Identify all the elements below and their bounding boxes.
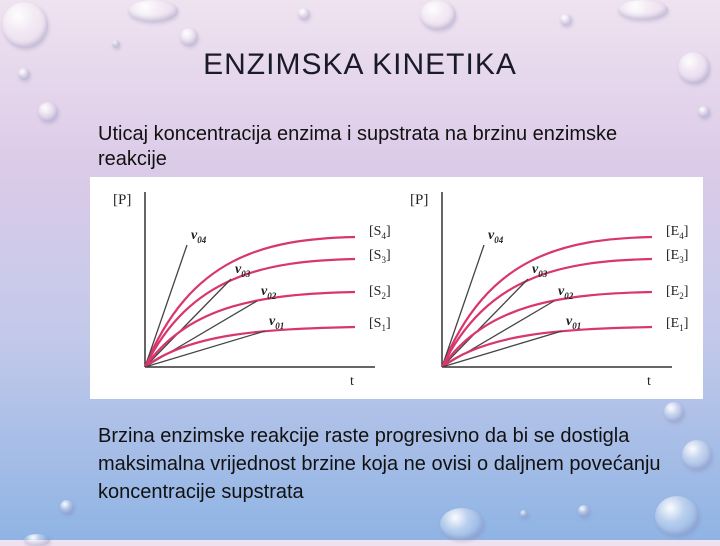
y-axis-label: [P]: [410, 192, 429, 208]
curve-label: $[S_3]$: [369, 248, 391, 265]
kinetics-diagrams: [90, 177, 703, 399]
rate-curve: [145, 292, 355, 367]
curve-label: $[E_4]$: [666, 224, 689, 241]
curve-label: $[S_1]$: [369, 316, 391, 333]
intro-text: Uticaj koncentracija enzima i supstrata na brzinu enzimske reakcije: [98, 123, 618, 170]
curve-label: $[E_1]$: [666, 316, 689, 333]
curve-label: $[E_2]$: [666, 284, 689, 301]
water-drop-decoration: [38, 102, 58, 122]
water-drop-decoration: [298, 8, 310, 20]
water-drop-decoration: [664, 402, 684, 422]
velocity-label: $v_{02}$: [261, 284, 277, 301]
water-drop-decoration: [24, 534, 50, 546]
water-drop-decoration: [180, 28, 198, 46]
y-axis-label: [P]: [113, 192, 132, 208]
water-drop-decoration: [520, 510, 528, 518]
water-drop-decoration: [128, 0, 178, 22]
velocity-label: $v_{04}$: [488, 228, 504, 245]
water-drop-decoration: [420, 0, 456, 30]
rate-curve: [442, 292, 652, 367]
velocity-label: $v_{02}$: [558, 284, 574, 301]
water-drop-decoration: [682, 440, 712, 470]
curve-label: $[E_3]$: [666, 248, 689, 265]
slide-title: ENZIMSKA KINETIKA: [203, 48, 517, 81]
velocity-label: $v_{03}$: [235, 262, 251, 279]
velocity-label: $v_{01}$: [269, 314, 285, 331]
water-drop-decoration: [2, 2, 48, 48]
curve-label: $[S_4]$: [369, 224, 391, 241]
conclusion-text: Brzina enzimske reakcije raste progresivno da bi se dostigla maksimalna vrijednost brzine koja ne ovisi o daljnem povećanju koncentracije supstrata: [98, 425, 661, 503]
water-drop-decoration: [698, 106, 710, 118]
velocity-label: $v_{01}$: [566, 314, 582, 331]
water-drop-decoration: [60, 500, 74, 514]
x-axis-label: t: [350, 374, 354, 389]
water-drop-decoration: [440, 508, 484, 540]
water-drop-decoration: [112, 40, 120, 48]
velocity-label: $v_{04}$: [191, 228, 207, 245]
kinetics-figure: [90, 177, 703, 399]
water-drop-decoration: [578, 505, 590, 517]
x-axis-label: t: [647, 374, 651, 389]
velocity-label: $v_{03}$: [532, 262, 548, 279]
water-drop-decoration: [618, 0, 668, 20]
curve-label: $[S_2]$: [369, 284, 391, 301]
water-drop-decoration: [560, 14, 572, 26]
